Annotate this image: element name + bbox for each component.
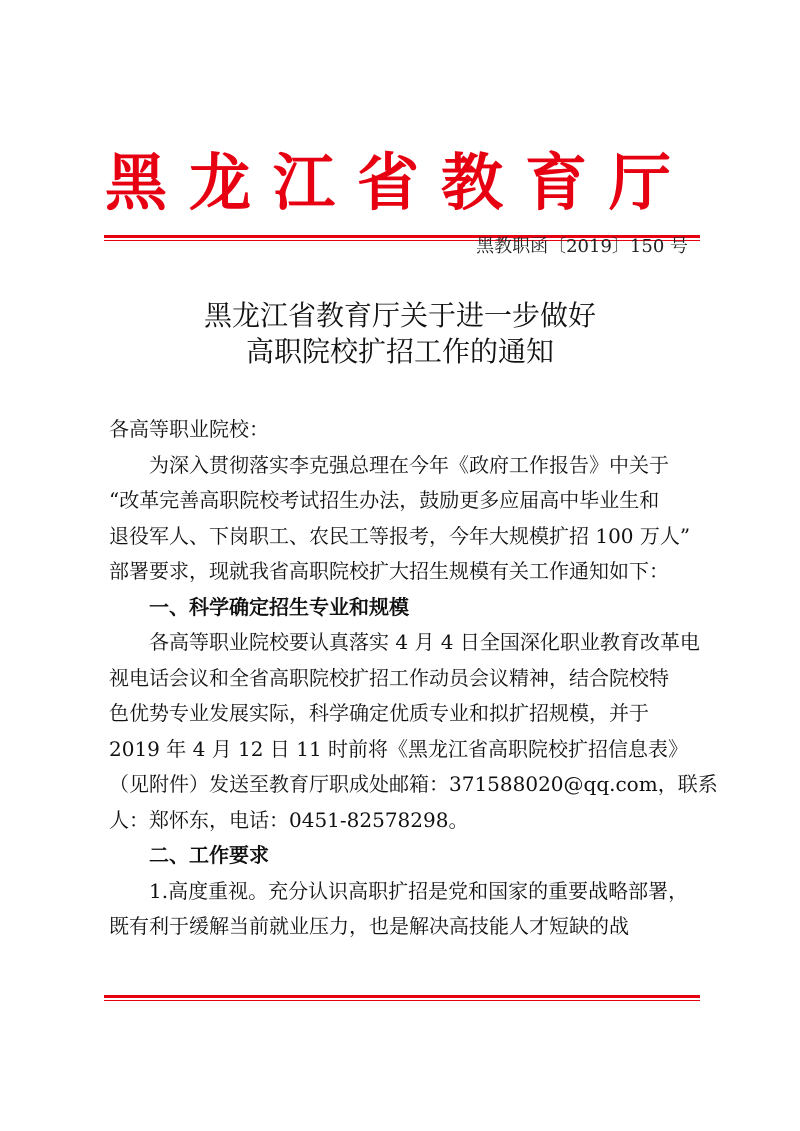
section-heading: 一、科学确定招生专业和规模 bbox=[149, 594, 409, 619]
salutation: 各高等职业院校： bbox=[109, 417, 269, 441]
issuing-org-title: 黑龙江省教育厅 bbox=[104, 146, 693, 219]
body-line: （见附件）发送至教育厅职成处邮箱：371588020@qq.com，联系 bbox=[109, 772, 718, 796]
footer-rule-thick bbox=[104, 995, 700, 998]
document-title-line: 黑龙江省教育厅关于进一步做好 bbox=[203, 299, 596, 332]
section-heading: 二、工作要求 bbox=[149, 843, 269, 867]
body-line: 部署要求，现就我省高职院校扩大招生规模有关工作通知如下： bbox=[109, 559, 669, 583]
body-line: 1.高度重视。充分认识高职扩招是党和国家的重要战略部署， bbox=[149, 878, 689, 903]
body-line: 色优势专业发展实际，科学确定优质专业和拟扩招规模，并于 bbox=[109, 701, 649, 725]
body-line: 为深入贯彻落实李克强总理在今年《政府工作报告》中关于 bbox=[149, 452, 669, 477]
footer-rule-thin bbox=[104, 1000, 700, 1001]
document-number: 黑教职函〔2019〕150 号 bbox=[476, 236, 688, 257]
body-line: 视电话会议和全省高职院校扩招工作动员会议精神，结合院校特 bbox=[109, 665, 669, 690]
body-line: 既有利于缓解当前就业压力，也是解决高技能人才短缺的战 bbox=[109, 914, 629, 938]
footer-red-rule bbox=[104, 995, 700, 1001]
body-line: “改革完善高职院校考试招生办法，鼓励更多应届高中毕业生和 bbox=[109, 488, 660, 512]
body-line: 各高等职业院校要认真落实 4 月 4 日全国深化职业教育改革电 bbox=[149, 630, 700, 654]
document-title bbox=[100, 298, 700, 370]
document-body bbox=[109, 412, 718, 945]
body-line: 人：郑怀东，电话：0451-82578298。 bbox=[109, 807, 469, 832]
body-line: 2019 年 4 月 12 日 11 时前将《黑龙江省高职院校扩招信息表》 bbox=[109, 736, 689, 761]
document-title-line: 高职院校扩招工作的通知 bbox=[245, 335, 554, 368]
body-line: 退役军人、下岗职工、农民工等报考，今年大规模扩招 100 万人” bbox=[109, 523, 691, 548]
